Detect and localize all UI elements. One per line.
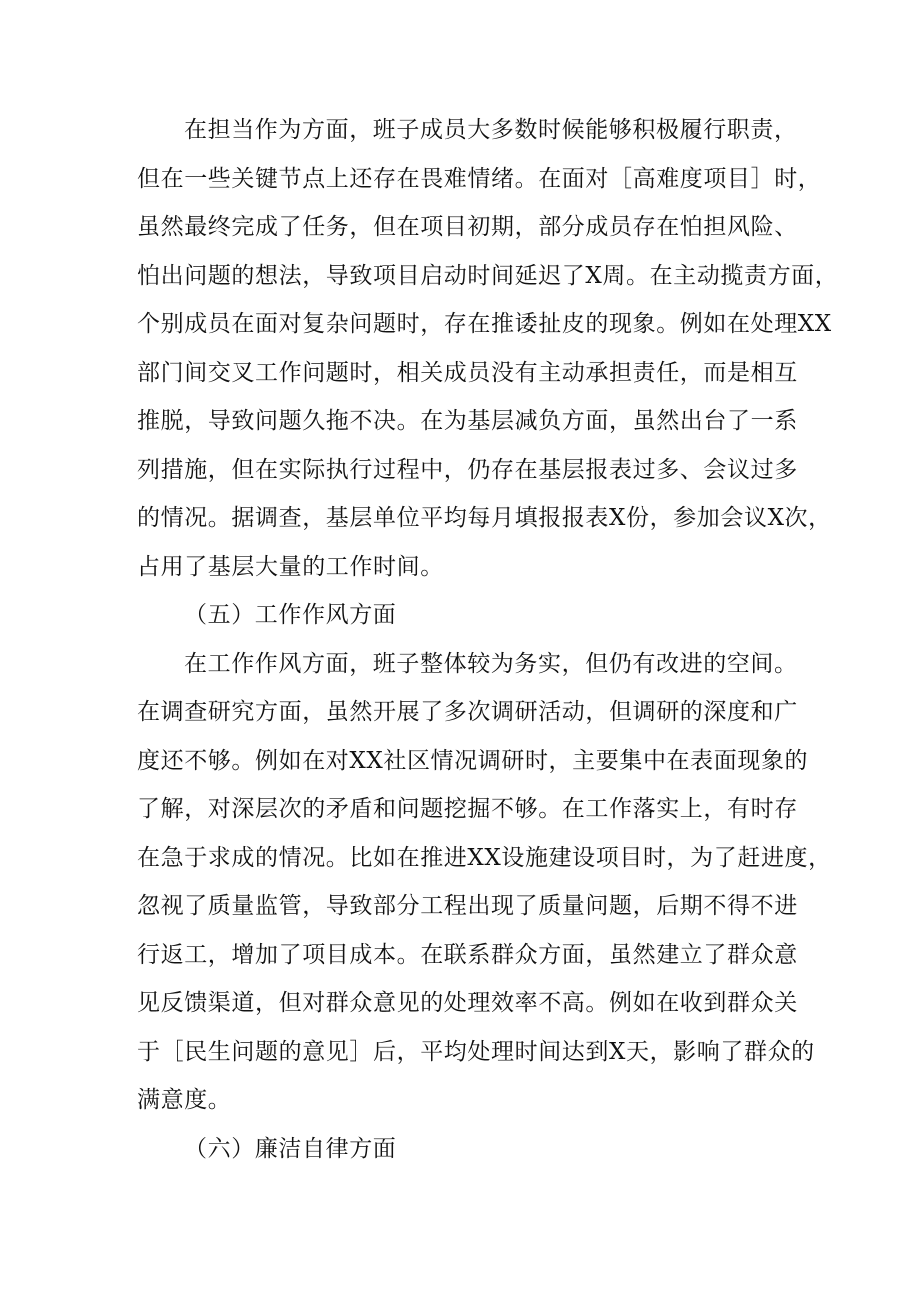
paragraph-line: 在担当作为方面，班子成员大多数时候能够积极履行职责， [184,117,798,143]
paragraph-line: 忽视了质量监管，导致部分工程出现了质量问题，后期不得不进 [137,893,798,919]
paragraph-line: 个别成员在面对复杂问题时，存在推诿扯皮的现象。例如在处理XX [137,311,832,337]
paragraph-line: 虽然最终完成了任务，但在项目初期，部分成员存在怕担风险、 [137,214,798,240]
paragraph-line: 但在一些关键节点上还存在畏难情绪。在面对［高难度项目］时， [137,166,822,192]
paragraph-line: 占用了基层大量的工作时间。 [137,554,444,580]
paragraph-line: 部门间交叉工作问题时，相关成员没有主动承担责任，而是相互 [137,360,798,386]
section-heading: （六）廉洁自律方面 [184,1136,397,1162]
paragraph-line: 见反馈渠道，但对群众意见的处理效率不高。例如在收到群众关 [137,990,798,1016]
paragraph-line: 行返工，增加了项目成本。在联系群众方面，虽然建立了群众意 [137,942,798,968]
paragraph-line: 推脱，导致问题久拖不决。在为基层减负方面，虽然出台了一系 [137,408,798,434]
paragraph-line: 在急于求成的情况。比如在推进XX设施建设项目时，为了赶进度， [137,845,832,871]
section-heading: （五）工作作风方面 [184,602,397,628]
paragraph-line: 满意度。 [137,1087,232,1113]
paragraph-line: 于［民生问题的意见］后，平均处理时间达到X天，影响了群众的 [137,1039,815,1065]
paragraph-line: 度还不够。例如在对XX社区情况调研时，主要集中在表面现象的 [137,748,809,774]
paragraph-line: 列措施，但在实际执行过程中，仍存在基层报表过多、会议过多 [137,457,798,483]
paragraph-line: 了解，对深层次的矛盾和问题挖掘不够。在工作落实上，有时存 [137,796,798,822]
paragraph-line: 怕出问题的想法，导致项目启动时间延迟了X周。在主动揽责方面， [137,263,839,289]
paragraph-line: 在工作作风方面，班子整体较为务实，但仍有改进的空间。 [184,651,798,677]
paragraph-line: 的情况。据调查，基层单位平均每月填报报表X份，参加会议X次， [137,505,832,531]
paragraph-line: 在调查研究方面，虽然开展了多次调研活动，但调研的深度和广 [137,699,798,725]
